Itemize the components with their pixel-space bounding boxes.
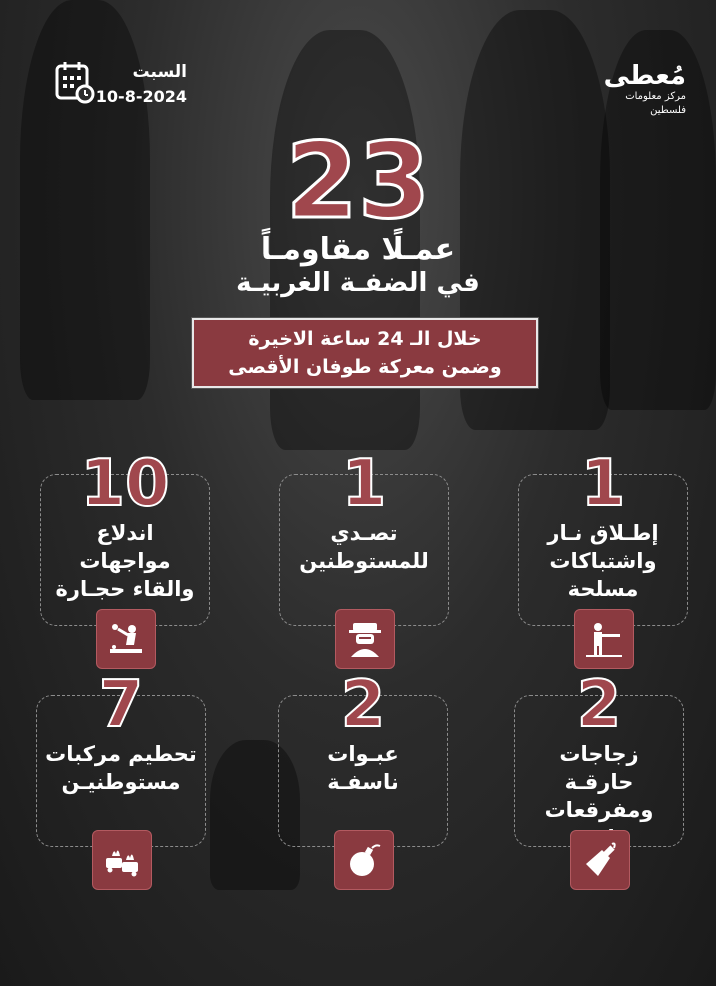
stat-label-line1: تحطيم مركبات [45, 742, 197, 766]
stat-label-line2: ومفرقعات [544, 798, 654, 822]
stat-card-settlers [279, 447, 449, 626]
logo [596, 61, 686, 116]
stat-value: 2 [576, 668, 622, 742]
stat-label-line2: للمستوطنين [299, 549, 429, 573]
date-value: 10-8-2024 [95, 87, 187, 106]
total-count: 23 [285, 120, 431, 242]
stat-value: 7 [98, 668, 144, 742]
calendar-icon [55, 60, 95, 104]
car-damage-icon [92, 830, 152, 890]
stone-thrower-icon [96, 609, 156, 669]
stat-label-line2: والقاء حجـارة [55, 577, 195, 601]
stat-card-molotov [514, 668, 684, 847]
molotov-icon [570, 830, 630, 890]
date-day: السبت [132, 62, 187, 82]
banner-line1: خلال الـ 24 ساعة الاخيرة [248, 328, 482, 350]
banner-line2: وضمن معركة طوفان الأقصى [228, 356, 502, 378]
logo-subtitle: مركز معلومات فلسطين [625, 91, 686, 116]
stat-label-line1: عبـوات [327, 742, 399, 766]
stat-label-line1: تصـدي [330, 521, 398, 545]
stat-card-gunfire [518, 447, 688, 626]
gunman-icon [574, 609, 634, 669]
settler-icon [335, 609, 395, 669]
stat-label-line2: واشتباكات مسلحة [549, 549, 657, 601]
stat-value: 10 [80, 447, 170, 521]
stat-label-line1: اندلاع مواجهات [79, 521, 171, 573]
stat-label-line1: إطـلاق نـار [547, 521, 659, 545]
period-banner [192, 318, 538, 388]
stat-value: 1 [580, 447, 626, 521]
logo-name: مُعطى [603, 61, 686, 91]
stat-card-explosives [278, 668, 448, 847]
stat-label-line2: مستوطنيـن [61, 770, 181, 794]
stat-label-line2: ناسفـة [327, 770, 399, 794]
date-block [55, 60, 195, 110]
bomb-icon [334, 830, 394, 890]
stat-value: 1 [341, 447, 387, 521]
stat-card-vehicles [36, 668, 206, 847]
stat-value: 2 [340, 668, 386, 742]
headline-line2: في الضفـة الغربيـة [236, 268, 480, 298]
stat-label-line1: زجاجات حارقـة [559, 742, 639, 794]
stat-card-clashes [40, 447, 210, 626]
headline-line1: عمـلًا مقاومـاً [260, 232, 456, 267]
